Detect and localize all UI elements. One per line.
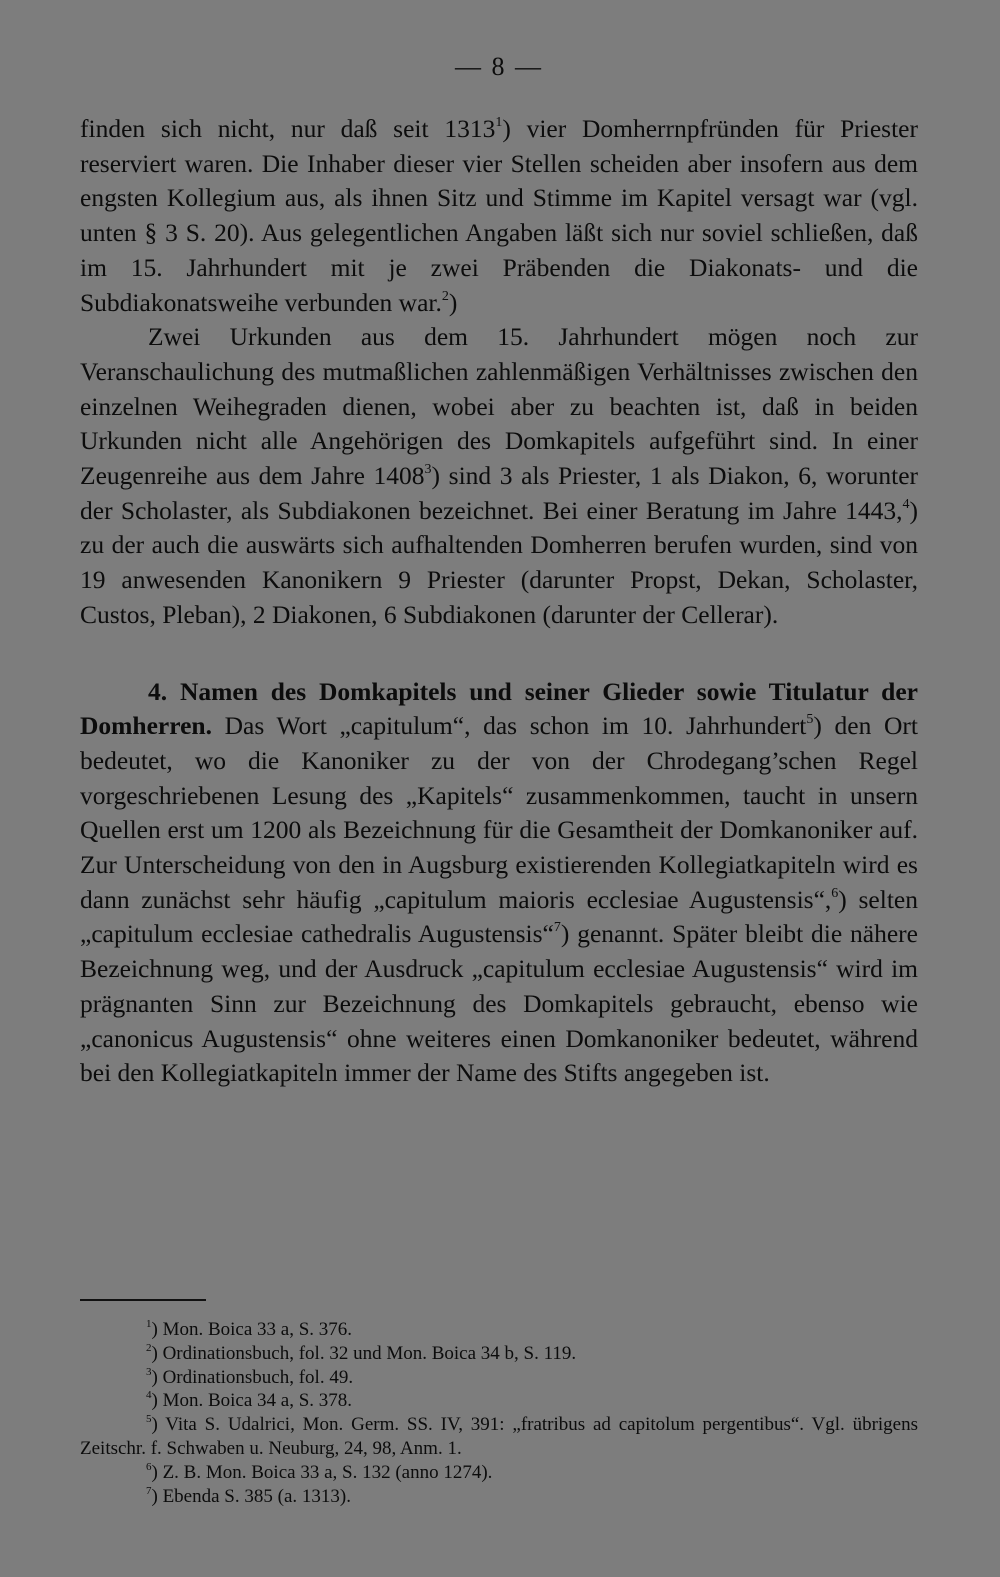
- footnote-separator: [80, 1299, 206, 1301]
- footnote-text: ) Ordinationsbuch, fol. 32 und Mon. Boica 34 b, S. 119.: [151, 1342, 577, 1364]
- section-heading: 4. Namen des Domkapitels und seiner Glieder sowie Titulatur der Domherren.: [80, 676, 918, 741]
- footnote-mark: 4: [146, 1389, 152, 1402]
- footnote-5: [80, 1413, 918, 1461]
- footnote-text: ) Ordinationsbuch, fol. 49.: [151, 1366, 354, 1388]
- footnote-ref-2: 2: [441, 288, 449, 304]
- paragraph-1: [80, 112, 918, 320]
- footnote-ref-4: 4: [902, 496, 910, 512]
- paragraph-3-text-d: ) genannt. Später bleibt die nähere Bezeichnung weg, und der Ausdruck „capitulum ecclesiae Augustensis“ wird im prägnanten Sinn zur Bezeichnung des Domkapitels gebraucht, ebenso wie „canonicus Augustensis“ ohne weiteres einen Domkanoniker bedeutet, während bei den Kollegiatkapiteln immer der Name des Stifts angegeben ist.: [80, 919, 918, 1088]
- footnote-mark: 1: [146, 1318, 152, 1330]
- footnote-text: ) Z. B. Mon. Boica 33 a, S. 132 (anno 1274).: [151, 1461, 493, 1483]
- footnote-text: ) Mon. Boica 33 a, S. 376.: [151, 1319, 353, 1340]
- page-number: — 8 —: [455, 52, 543, 81]
- paragraph-1-text-a: finden sich nicht, nur daß seit 1313: [80, 114, 496, 143]
- footnote-ref-7: 7: [553, 920, 561, 936]
- footnote-6: [80, 1461, 918, 1485]
- paragraph-3-text-c: ) selten „capitulum ecclesiae cathedralis Augustensis“: [80, 884, 918, 949]
- paragraph-3-text-b: ) den Ort bedeutet, wo die Kanoniker zu der von der Chrodegang’schen Regel vorgeschriebenen Lesung des „Kapitels“ zusammenkommen, taucht in unsern Quellen erst um 1200 als Bezeichnung für die Gesamtheit der Domkanoniker auf. Zur Unterscheidung von den in Augsburg existierenden Kollegiatkapiteln wird es dann zunächst sehr häufig „capitulum maioris ecclesiae Augustensis“,: [80, 711, 918, 914]
- paragraph-2-text-a: Zwei Urkunden aus dem 15. Jahrhundert mögen noch zur Veranschaulichung des mutmaßlichen zahlenmäßigen Verhältnisses zwischen den einzelnen Weihegraden dienen, wobei aber zu beachten ist, daß in beiden Urkunden nicht alle Angehörigen des Domkapitels aufgeführt sind. In einer Zeugenreihe aus dem Jahre 1408: [80, 322, 918, 491]
- footnote-3: [80, 1366, 918, 1390]
- paragraph-3: [80, 675, 918, 1091]
- paragraph-1-text-b: ) vier Domherrnpfründen für Priester reserviert waren. Die Inhaber dieser vier Stellen scheiden aber insofern aus dem engsten Kollegium aus, als ihnen Sitz und Stimme im Kapitel versagt war (vgl. unten § 3 S. 20). Aus gelegentlichen Angaben läßt sich nur soviel schließen, daß im 15. Jahrhundert mit je zwei Präbenden die Diakonats- und die Subdiakonatsweihe verbunden war.: [80, 114, 918, 317]
- paragraph-2: [80, 320, 918, 632]
- body-text: [80, 112, 918, 1091]
- paragraph-2-text-c: ) zu der auch die auswärts sich aufhaltenden Domherren berufen wurden, sind von 19 anwesenden Kanonikern 9 Priester (darunter Propst, Dekan, Scholaster, Custos, Pleban), 2 Diakonen, 6 Subdiakonen (darunter der Cellerar).: [80, 495, 918, 629]
- footnote-ref-3: 3: [424, 462, 432, 478]
- footnote-mark: 3: [146, 1365, 152, 1378]
- paragraph-3-text-a: Das Wort „capitulum“, das schon im 10. Jahrhundert: [211, 711, 807, 741]
- footnote-4: [80, 1389, 918, 1413]
- footnote-1: [80, 1318, 918, 1342]
- footnote-ref-1: 1: [495, 115, 503, 130]
- footnotes: [80, 1318, 918, 1508]
- footnote-text: ) Vita S. Udalrici, Mon. Germ. SS. IV, 391: „fratribus ad capitolum pergentibus“. Vgl. übrigens Zeitschr. f. Schwaben u. Neuburg, 24, 98, Anm. 1.: [80, 1414, 918, 1459]
- paragraph-2-text-b: ) sind 3 als Priester, 1 als Diakon, 6, worunter der Scholaster, als Subdiakonen bezeichnet. Bei einer Beratung im Jahre 1443,: [80, 461, 918, 525]
- footnote-ref-6: 6: [831, 885, 839, 901]
- footnote-text: ) Ebenda S. 385 (a. 1313).: [151, 1485, 351, 1507]
- footnote-ref-5: 5: [806, 712, 814, 728]
- footnote-mark: 7: [146, 1484, 152, 1497]
- footnote-mark: 6: [146, 1460, 152, 1473]
- footnote-2: [80, 1342, 918, 1366]
- paragraph-1-text-c: ): [448, 287, 458, 317]
- footnote-7: [80, 1485, 918, 1509]
- footnote-text: ) Mon. Boica 34 a, S. 378.: [151, 1390, 353, 1412]
- footnote-mark: 5: [146, 1413, 152, 1426]
- footnote-mark: 2: [146, 1341, 152, 1354]
